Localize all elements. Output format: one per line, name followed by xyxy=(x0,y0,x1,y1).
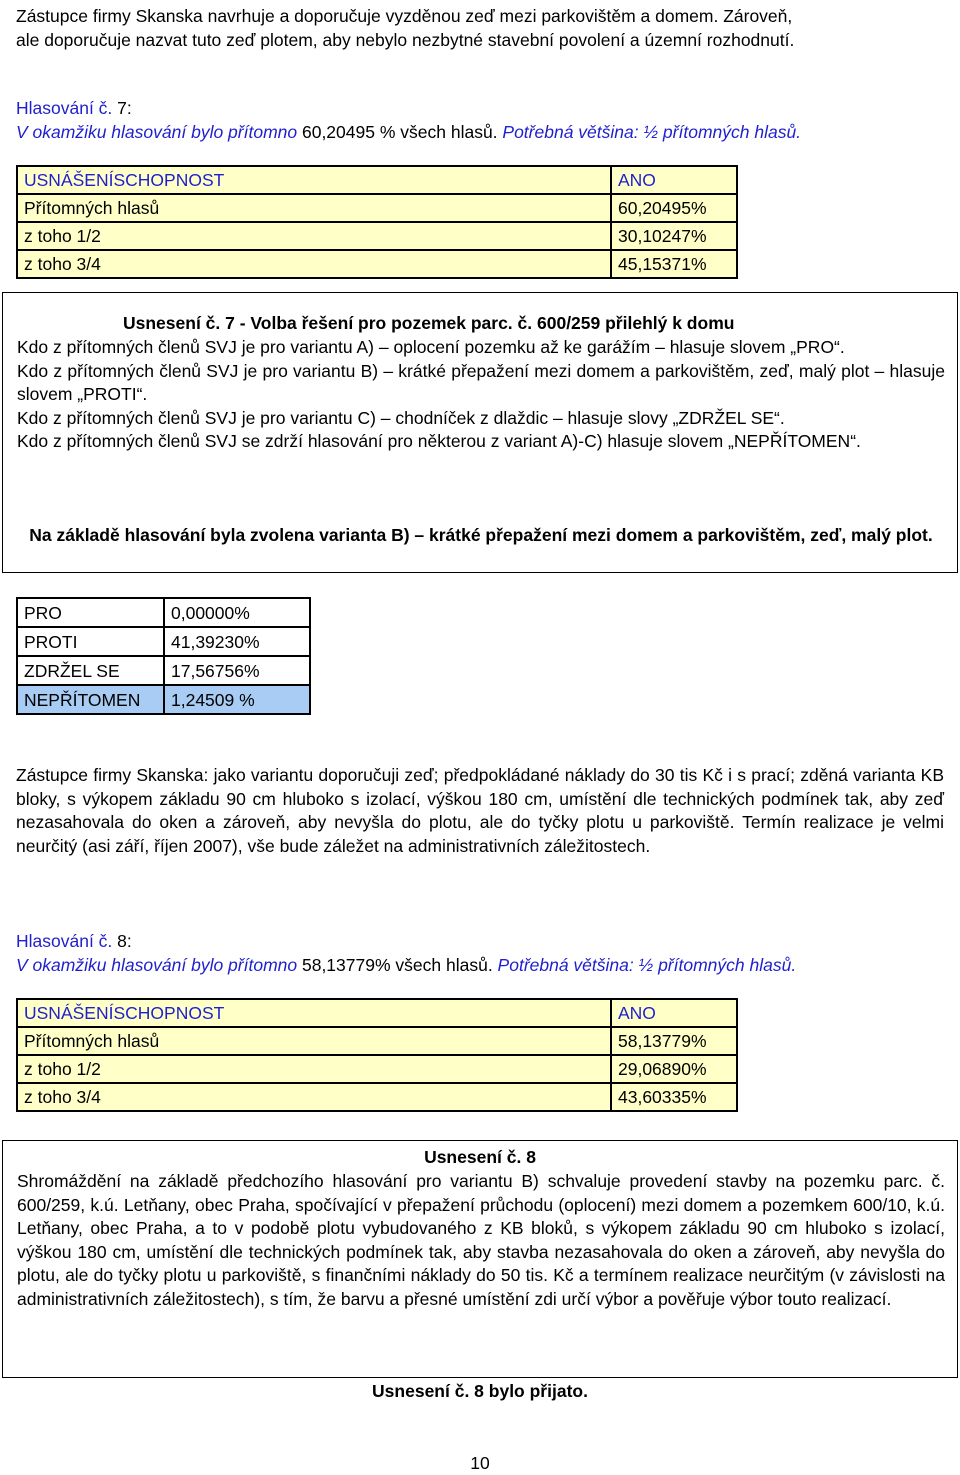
table-row xyxy=(17,685,310,714)
resolution8-title: Usnesení č. 8 xyxy=(424,1147,536,1167)
vote8-quorum-table xyxy=(16,998,738,1112)
resolution7-result: Na základě hlasování byla zvolena varianta B) – krátké přepažení mezi domem a parkovištěm, zeď, malý plot. xyxy=(29,525,933,545)
vote7-presence-value: 60,20495 % xyxy=(301,122,396,142)
table-row xyxy=(17,598,310,627)
vote7-presence-mid: všech hlasů. xyxy=(395,122,503,142)
half-label: z toho 1/2 xyxy=(17,1055,611,1083)
vote8-presence xyxy=(16,953,796,977)
resolution8-accepted: Usnesení č. 8 bylo přijato. xyxy=(372,1381,588,1401)
table-row xyxy=(17,1083,737,1111)
table-row xyxy=(17,194,737,222)
three-quarter-label: z toho 3/4 xyxy=(17,1083,611,1111)
resolution8-box xyxy=(2,1140,958,1378)
vote8-presence-value: 58,13779% xyxy=(301,955,391,975)
quorum-label: USNÁŠENÍSCHOPNOST xyxy=(17,999,611,1027)
half-label: z toho 1/2 xyxy=(17,222,611,250)
skanska-note: Zástupce firmy Skanska: jako variantu doporučuji zeď; předpokládané náklady do 30 tis Kč i s prací; zděná varianta KB bloky, s výkopem základu 90 cm hluboko s izolací, výškou 180 cm, umístění dle technických podmínek tak, aby zeď nezasahovala do oken a zároveň, aby nevyšla do plotu, ale do tyčky plotu u parkoviště. Termín realizace je velmi neurčitý (asi září, říjen 2007), vše bude záležet na administrativních záležitostech. xyxy=(16,765,944,856)
resolution7-text xyxy=(17,336,945,454)
resolution7-box xyxy=(2,292,958,573)
vote8-presence-mid: všech hlasů. xyxy=(390,955,498,975)
abstain-paragraph: Kdo z přítomných členů SVJ se zdrží hlasování pro některou z variant A)-C) hlasuje slovem „NEPŘÍTOMEN“. xyxy=(17,431,861,451)
quorum-value: ANO xyxy=(611,166,737,194)
vote-label: ZDRŽEL SE xyxy=(17,656,164,685)
table-row xyxy=(17,627,310,656)
vote8-heading-prefix: Hlasování č. xyxy=(16,931,118,951)
present-label: Přítomných hlasů xyxy=(17,194,611,222)
vote7-heading-number: 7: xyxy=(117,98,132,118)
variant-c-paragraph: Kdo z přítomných členů SVJ je pro variantu C) – chodníček z dlaždic – hlasuje slovy „ZDRŽEL SE“. xyxy=(17,407,785,428)
resolution8-text: Shromáždění na základě předchozího hlasování pro variantu B) schvaluje provedení stavby na pozemku parc. č. 600/259, k.ú. Letňany, obec Praha, spočívající v přepažení průchodu (oplocení) mezi domem a pozemkem 600/10, k.ú. Letňany, obec Praha, a to v podobě plotu vybudovaného z KB bloků, s výkopem základu 90 cm hluboko s izolací, výškou 180 cm, umístění dle technických podmínek tak, aby stavba nezasahovala do oken a zároveň, aby nevyšla do plotu, ale do tyčky plotu u parkoviště, s finančními náklady do 50 tis. Kč a termínem realizace neurčitým (v závislosti na administrativních záležitostech), s tím, že barvu a přesné umístění zdi určí výbor a pověřuje výbor touto realizací. xyxy=(17,1171,945,1309)
vote7-results-table xyxy=(16,597,311,715)
half-value: 29,06890% xyxy=(611,1055,737,1083)
table-row xyxy=(17,250,737,278)
vote8-heading xyxy=(16,929,132,953)
vote-label: NEPŘÍTOMEN xyxy=(17,685,164,714)
page-number: 10 xyxy=(470,1453,490,1473)
intro-line-2: ale doporučuje nazvat tuto zeď plotem, aby nebylo nezbytné stavební povolení a územní rozhodnutí. xyxy=(16,30,795,50)
intro-line-1: Zástupce firmy Skanska navrhuje a doporučuje vyzděnou zeď mezi parkovištěm a domem. Zároveň, xyxy=(16,6,793,26)
vote-value: 0,00000% xyxy=(164,598,310,627)
vote-value: 1,24509 % xyxy=(164,685,310,714)
vote-value: 41,39230% xyxy=(164,627,310,656)
table-row xyxy=(17,999,737,1027)
table-row xyxy=(17,1027,737,1055)
vote8-majority: Potřebná většina: ½ přítomných hlasů. xyxy=(497,955,797,975)
present-label: Přítomných hlasů xyxy=(17,1027,611,1055)
quorum-value: ANO xyxy=(611,999,737,1027)
half-value: 30,10247% xyxy=(611,222,737,250)
table-row xyxy=(17,656,310,685)
table-row xyxy=(17,222,737,250)
three-quarter-label: z toho 3/4 xyxy=(17,250,611,278)
variant-b-paragraph: Kdo z přítomných členů SVJ je pro variantu B) – krátké přepažení mezi domem a parkovištěm, zeď, malý plot – hlasuje slovem „PROTI“. xyxy=(17,360,945,404)
three-quarter-value: 43,60335% xyxy=(611,1083,737,1111)
vote7-quorum-table xyxy=(16,165,738,279)
variant-a-paragraph: Kdo z přítomných členů SVJ je pro variantu A) – oplocení pozemku až ke garážím – hlasuje slovem „PRO“. xyxy=(17,337,845,357)
vote-value: 17,56756% xyxy=(164,656,310,685)
vote7-majority: Potřebná většina: ½ přítomných hlasů. xyxy=(502,122,802,142)
three-quarter-value: 45,15371% xyxy=(611,250,737,278)
table-row xyxy=(17,166,737,194)
vote7-heading xyxy=(16,96,132,120)
vote7-presence xyxy=(16,120,801,144)
vote7-presence-prefix: V okamžiku hlasování bylo přítomno xyxy=(16,122,302,142)
present-value: 58,13779% xyxy=(611,1027,737,1055)
table-row xyxy=(17,1055,737,1083)
vote-label: PROTI xyxy=(17,627,164,656)
present-value: 60,20495% xyxy=(611,194,737,222)
vote8-presence-prefix: V okamžiku hlasování bylo přítomno xyxy=(16,955,302,975)
vote8-heading-number: 8: xyxy=(117,931,132,951)
vote-label: PRO xyxy=(17,598,164,627)
quorum-label: USNÁŠENÍSCHOPNOST xyxy=(17,166,611,194)
resolution7-title: Usnesení č. 7 - Volba řešení pro pozemek parc. č. 600/259 přilehlý k domu xyxy=(123,313,735,333)
vote7-heading-prefix: Hlasování č. xyxy=(16,98,118,118)
